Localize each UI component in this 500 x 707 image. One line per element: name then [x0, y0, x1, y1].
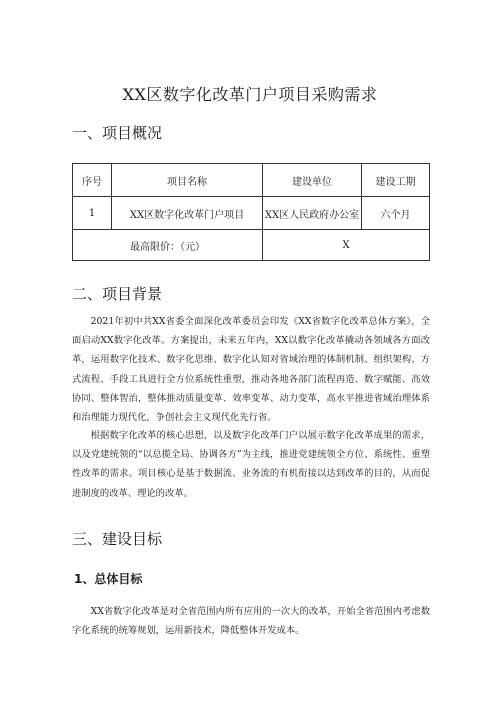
background-paragraph-1: [72, 312, 430, 427]
cell-unit: XX区人民政府办公室: [263, 197, 362, 230]
project-info-table: [72, 163, 430, 261]
price-label-cell: 最高限价：（元）: [73, 230, 263, 261]
cell-period: 六个月: [362, 197, 430, 230]
background-paragraph-2: [72, 426, 430, 503]
cell-number: 1: [73, 197, 112, 230]
header-cell-period: 建设工期: [362, 164, 430, 197]
section-heading-goals: 三、建设目标: [72, 530, 163, 548]
section-heading-overview: 一、项目概况: [72, 124, 163, 142]
price-value-cell: X: [263, 230, 430, 261]
overall-goal-paragraph: [72, 602, 430, 640]
table-price-row: [73, 230, 430, 261]
section-heading-background: 二、项目背景: [72, 285, 163, 303]
header-cell-unit: 建设单位: [263, 164, 362, 197]
table-row: [73, 197, 430, 230]
cell-project-name: XX区数字化改革门户项目: [112, 197, 263, 230]
paragraph-text: 根据数字化改革的核心思想，以及数字化改革门户以展示数字化改革成果的需求，以及党建统领的“以总揽全局、协调各方”为主线，推进党建统领全方位、系统性、重塑性改革的需求。项目核心是基于数据流、业务流的有机衔接以达到改革的目的，从而促进制度的改革、理论的改革。: [72, 430, 430, 499]
header-cell-number: 序号: [73, 164, 112, 197]
header-cell-project-name: 项目名称: [112, 164, 263, 197]
paragraph-text: 2021年初中共XX省委全面深化改革委员会印发《XX省数字化改革总体方案》，全面启动XX数字化改革。方案提出，未来五年内，XX以数字化改革撬动各领域各方面改革，运用数字化技术、数字化思维、数字化认知对省域治理的体制机制、组织架构、方式流程、手段工具进行全方位系统性重塑，推动各地各部门流程再造、数字赋能、高效协同、整体智治，整体推动质量变革、效率变革、动力变革，高水平推进省域治理体系和治理能力现代化，争创社会主义现代化先行省。: [72, 316, 430, 424]
table-header-row: [73, 164, 430, 197]
document-title: XX区数字化改革门户项目采购需求: [122, 85, 378, 104]
subsection-heading-overall-goal: 1、总体目标: [74, 572, 143, 586]
paragraph-text: XX省数字化改革是对全省范围内所有应用的一次大的改革，开始全省范围内考虑数字化系统的统筹规划，运用新技术，降低整体开发成本。: [72, 606, 430, 637]
